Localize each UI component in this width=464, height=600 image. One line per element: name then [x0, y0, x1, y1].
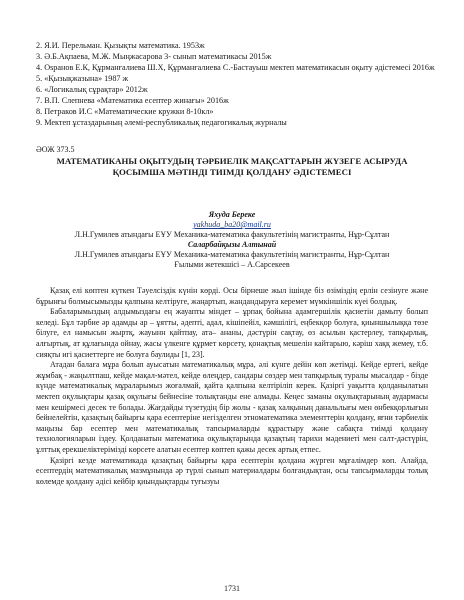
body-paragraph: Қазіргі кезде математикада қазақтың байырғы қара есептерін қолдана жүрген мұғалімдер көп. Алайда, есептердің математикалық мазмұнында әр түрлі сынып материалдары болғандықтан, осы тапсырмаларды толық көлемде қолдану әдісі кейбір қиындықтарды туғызуы: [36, 455, 428, 486]
reference-item: 3. Ә.Б.Ақпаева, М.Ж. Мыңжасарова 3- сынып математикасы 2015ж: [36, 52, 272, 61]
reference-item: 6. «Логикалық сұрақтар» 2012ж: [36, 85, 148, 94]
page-number: 1731: [224, 584, 240, 593]
body-paragraph: Қазақ елі көптен күткен Тәуелсіздік күнін көрді. Осы бірнеше жыл ішінде біз өзіміздің ерлін сезінуге және бұрынғы болмысымызды қалпына келтіруге, жаңартып, жандандыруға керемет мүмкіншілік күеі болдық.: [36, 286, 428, 306]
body-paragraph: Бабаларымыздың алдымыздағы ең жауапты міндет – ұрпақ бойына адамгершілік қасиетін дамыту болып келеді. Бұл тәрбие әр адамды ар – ұятты, әдепті, адал, кішіпейіл, кәмшілігі, еңбекқор болуға, қиыншылыққа төзе білуге, ел намысын жыртқ, жауынн қайтпау, ата– ананы, дәстүрін сақтау, өз асылын қастерлеу, тапқырлық, алғыртық, ат құлағында ойнау, жасы үлкенге құрмет көрсету, қонақтық мешелін кайтарыю, кәріш хаққ жемеу, т.б. сияқты игі қасиеттерге ие болуға баулиды [1, 23].: [36, 307, 428, 359]
reference-item: 2. Я.И. Перельман. Қызықты математика. 1953ж: [36, 41, 205, 50]
body-paragraph: Атадан балаға мұра болып ауысатын математикалық мұра, әлі күнге дейін көп жетімді. Кейде ертегі, кейде жұмбақ - жаңылтпаш, кейде мақал-мәтел, кейде өлеңдер, сандары сөздер мен тапқырлық туралы мысалдар - бізде күнде математикалық мұраларымыз жоғалмай, қайта қалпына келтіріліп керек. Қазіргі уақытта қолданылатын мектеп оқулықтары қазақ оқулығы бейнесіне толықтанды ене алмады. Кеңес заманы оқулықтарының аудармасы мен кешірмесі десек те болады. Жағдайды түзетудің бір жолы - қазақ халқының данальлығы мен өнбекқорлығын бейнелейтін, қазақтың байырғы қара есептеріне негізделген этноматематика элементтерін қолдану, яғни тәрбиелік маңызы бар есептер мен математикалық тапсырмаларды құрастыру және сабақта тиімді қолдану технологияларын іздеу. Қолданатын математика оқулықтарында қазақтың тарихи мәдениеті мен салт-дәстүрін, ұлттық ерекшеліктерімізді көрсете алатын есептер көптеп қажы десек артық етпес.: [36, 360, 428, 454]
author-affiliation: Л.Н.Гумилев атындағы ЕҰУ Механика-математика факультетінің магистранты, Нұр-Сұлтан: [74, 230, 390, 239]
author-block: [40, 210, 424, 270]
article-title: МАТЕМАТИКАНЫ ОҚЫТУДЫҢ ТӘРБИЕЛІК МАҚСАТТАРЫН ЖҮЗЕГЕ АСЫРУДА ҚОСЫМША МӘТІНДІ ТИІМДІ ҚОЛДАНУ ӘДІСТЕМЕСІ: [56, 156, 408, 177]
reference-item: 7. В.П. Слепнева «Математика есептер жинағы» 2016ж: [36, 96, 229, 105]
udk-code: ӘОЖ 373.5: [36, 145, 75, 154]
supervisor: Ғылыми жетекшісі – А.Сарсекеев: [174, 260, 290, 269]
article-body: [36, 286, 428, 487]
author-name: Саларбайқызы Алтынай: [187, 240, 277, 249]
author-affiliation: Л.Н.Гумилев атындағы ЕҰУ Механика-математика факультетінің магистранты, Нұр-Сұлтан: [74, 250, 390, 259]
reference-list: [36, 40, 436, 128]
author-email-link[interactable]: yakhuda_ba20@mail.ru: [193, 220, 271, 229]
reference-item: 4. Ospанов Е.К, Құрманғалиева Ш.Х, Құрманғалиева С.-Бастауыш мектеп математикасын оқыту әдістемесі 2016ж: [36, 63, 435, 72]
reference-item: 5. «Қызықжазынa» 1987 ж: [36, 74, 129, 83]
author-name: Яхуда Береке: [208, 210, 256, 219]
reference-item: 8. Петраков И.С «Математические кружки 8-10кл»: [36, 107, 214, 116]
reference-item: 9. Мектеп ұстаздарының әлемі-республикалық педагогикалық журналы: [36, 118, 287, 127]
